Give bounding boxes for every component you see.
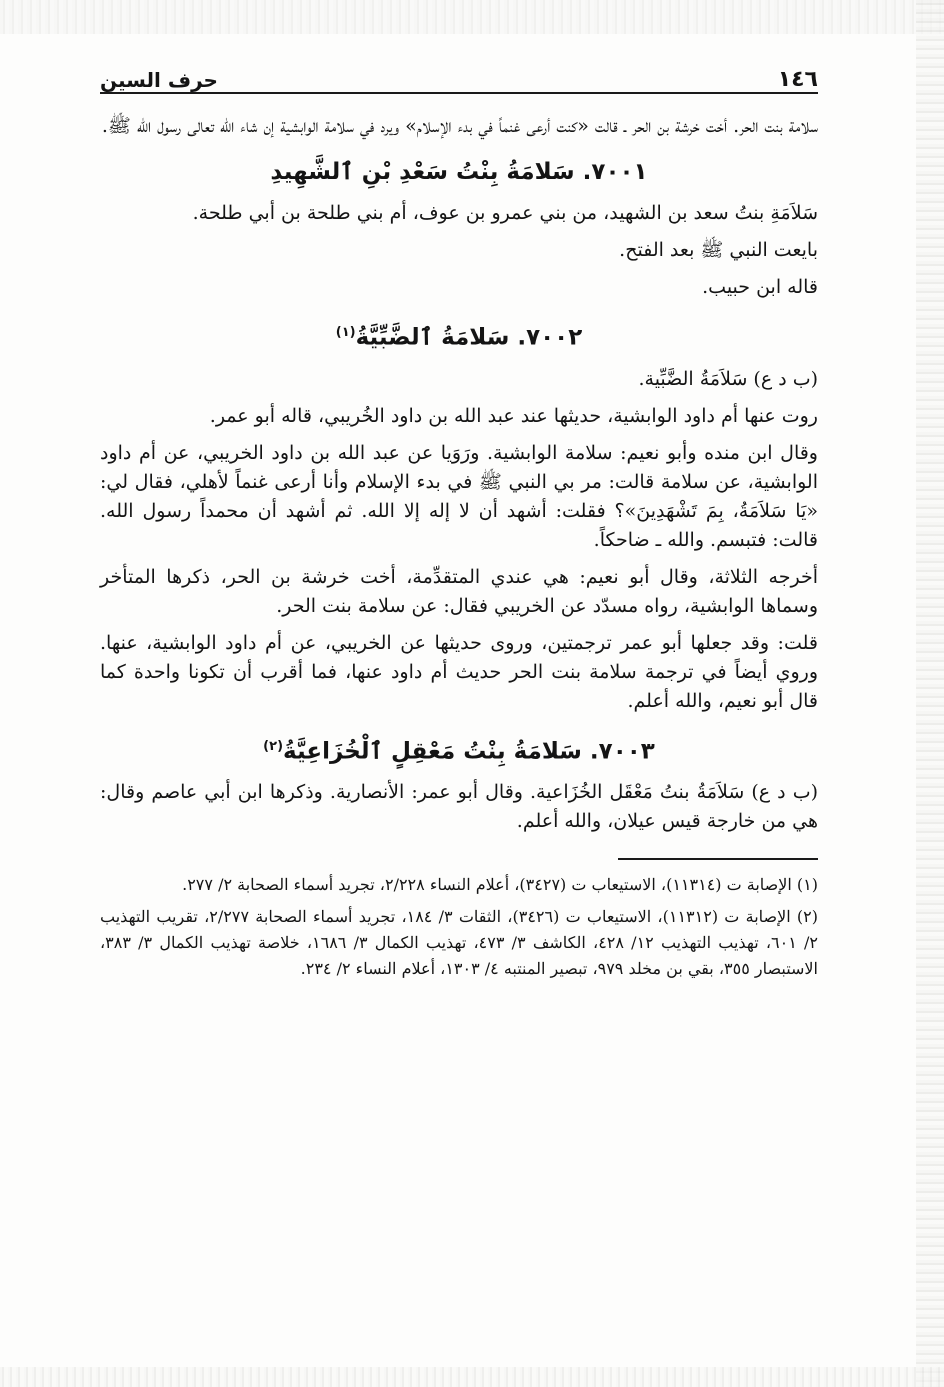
entry-7002-paragraph-1: (ب د ع) سَلاَمَةُ الضَّبِّية. bbox=[638, 367, 818, 390]
entry-7002-paragraph-5: قلت: وقد جعلها أبو عمر ترجمتين، وروى حديثها عن الخريبي، عن أم داود الوابشية، عنها. وروي أيضاً في ترجمة سلامة بنت الحر حديث أم داود عنها، فما أقرب أن تكونا واحدة كما قال أبو نعيم، والله أعلم. bbox=[100, 631, 818, 712]
entry-7002-paragraph-4: أخرجه الثلاثة، وقال أبو نعيم: هي عندي المتقدِّمة، أخت خرشة بن الحر، ذكرها المتأخر وسماها الوابشية، رواه مسدّد عن الخريبي فقال: عن سلامة بنت الحر. bbox=[100, 565, 818, 617]
entry-heading-7002 bbox=[100, 316, 818, 355]
entry-7001-paragraph-1: سَلاَمَةِ بنتُ سعد بن الشهيد، من بني عمرو بن عوف، أم بني طلحة بن أبي طلحة. bbox=[192, 202, 818, 224]
entry-7002-paragraph-3: وقال ابن منده وأبو نعيم: سلامة الوابشية. ورَوَيا عن عبد الله بن داود الخريبي، عن أم داود الوابشية، عن سلامة قالت: مر بي النبي ﷺ في بدء الإسلام وأنا أرعى غنماً لأهلي، فقال لي: «يَا سَلاَمَةُ، بِمَ تَشْهَدِينَ»؟ فقلت: أشهد أن لا إله إلا الله. ثم أشهد أن محمداً رسول الله. قالت: فتبسم. والله ـ ضاحكاً. bbox=[100, 441, 818, 551]
page-content bbox=[100, 56, 818, 988]
scan-edge-top bbox=[0, 0, 944, 34]
footnote-1: (١) الإصابة ت (١١٣١٤)، الاستيعاب ت (٣٤٢٧)، أعلام النساء ٢/٢٢٨، تجريد أسماء الصحابة ٢/ ٢٧٧. bbox=[182, 875, 818, 895]
page-header bbox=[100, 56, 818, 94]
footnote-2: (٢) الإصابة ت (١١٣١٢)، الاستيعاب ت (٣٤٢٦)، الثقات ٣/ ١٨٤، تجريد أسماء الصحابة ٢/٢٧٧، تقريب التهذيب ٢/ ٦٠١، تهذيب التهذيب ١٢/ ٤٢٨، الكاشف ٣/ ٤٧٣، تهذيب الكمال ٣/ ١٦٨٦، خلاصة تهذيب الكمال ٣/ ٣٨٣، الاستبصار ٣٥٥، بقي بن مخلد ٩٧٩، تبصير المنتبه ٤/ ١٣٠٣، أعلام النساء ٢/ ٢٣٤. bbox=[100, 907, 819, 979]
entry-heading-7003 bbox=[100, 730, 818, 769]
entry-7001-paragraph-3: قاله ابن حبيب. bbox=[702, 276, 818, 298]
scan-edge-right bbox=[916, 0, 944, 1387]
intro-paragraph: سلامة بنت الحر. أخت خرشة بن الحر ـ قالت «كنت أرعى غنماً في بدء الإسلام» ويرد في سلامة الوابشية إن شاء الله تعالى رسول الله ﷺ. bbox=[101, 115, 818, 137]
entry-heading-7002-text: ٧٠٠٢. سَلامَةُ ٱلضَّبِّيَّةُ bbox=[355, 324, 583, 351]
footnote-separator bbox=[618, 858, 818, 860]
page-number: ١٤٦ bbox=[777, 67, 818, 92]
footnote-marker-2: (٢) bbox=[263, 738, 284, 754]
running-title: حرف السين bbox=[100, 68, 218, 92]
entry-7002-paragraph-2: روت عنها أم داود الوابشية، حديثها عند عبد الله بن داود الخُريبي، قاله أبو عمر. bbox=[209, 404, 818, 427]
entry-heading-7003-text: ٧٠٠٣. سَلامَةُ بِنْتُ مَعْقِلٍ ٱلْخُزَاعِيَّةُ bbox=[283, 738, 655, 765]
entry-7001-paragraph-2: بايعت النبي ﷺ بعد الفتح. bbox=[619, 239, 818, 261]
entry-7003-paragraph-1: (ب د ع) سَلاَمَةُ بنتُ مَعْقَل الخُزَاعية. وقال أبو عمر: الأنصارية. وذكرها ابن أبي عاصم وقال: هي من خارجة قيس عيلان، والله أعلم. bbox=[100, 781, 818, 833]
scan-edge-bottom bbox=[0, 1367, 944, 1387]
entry-heading-7001: ٧٠٠١. سَلامَةُ بِنْتُ سَعْدِ بْنِ ٱلشَّهِيدِ bbox=[270, 159, 648, 185]
footnote-marker-1: (١) bbox=[335, 325, 356, 340]
